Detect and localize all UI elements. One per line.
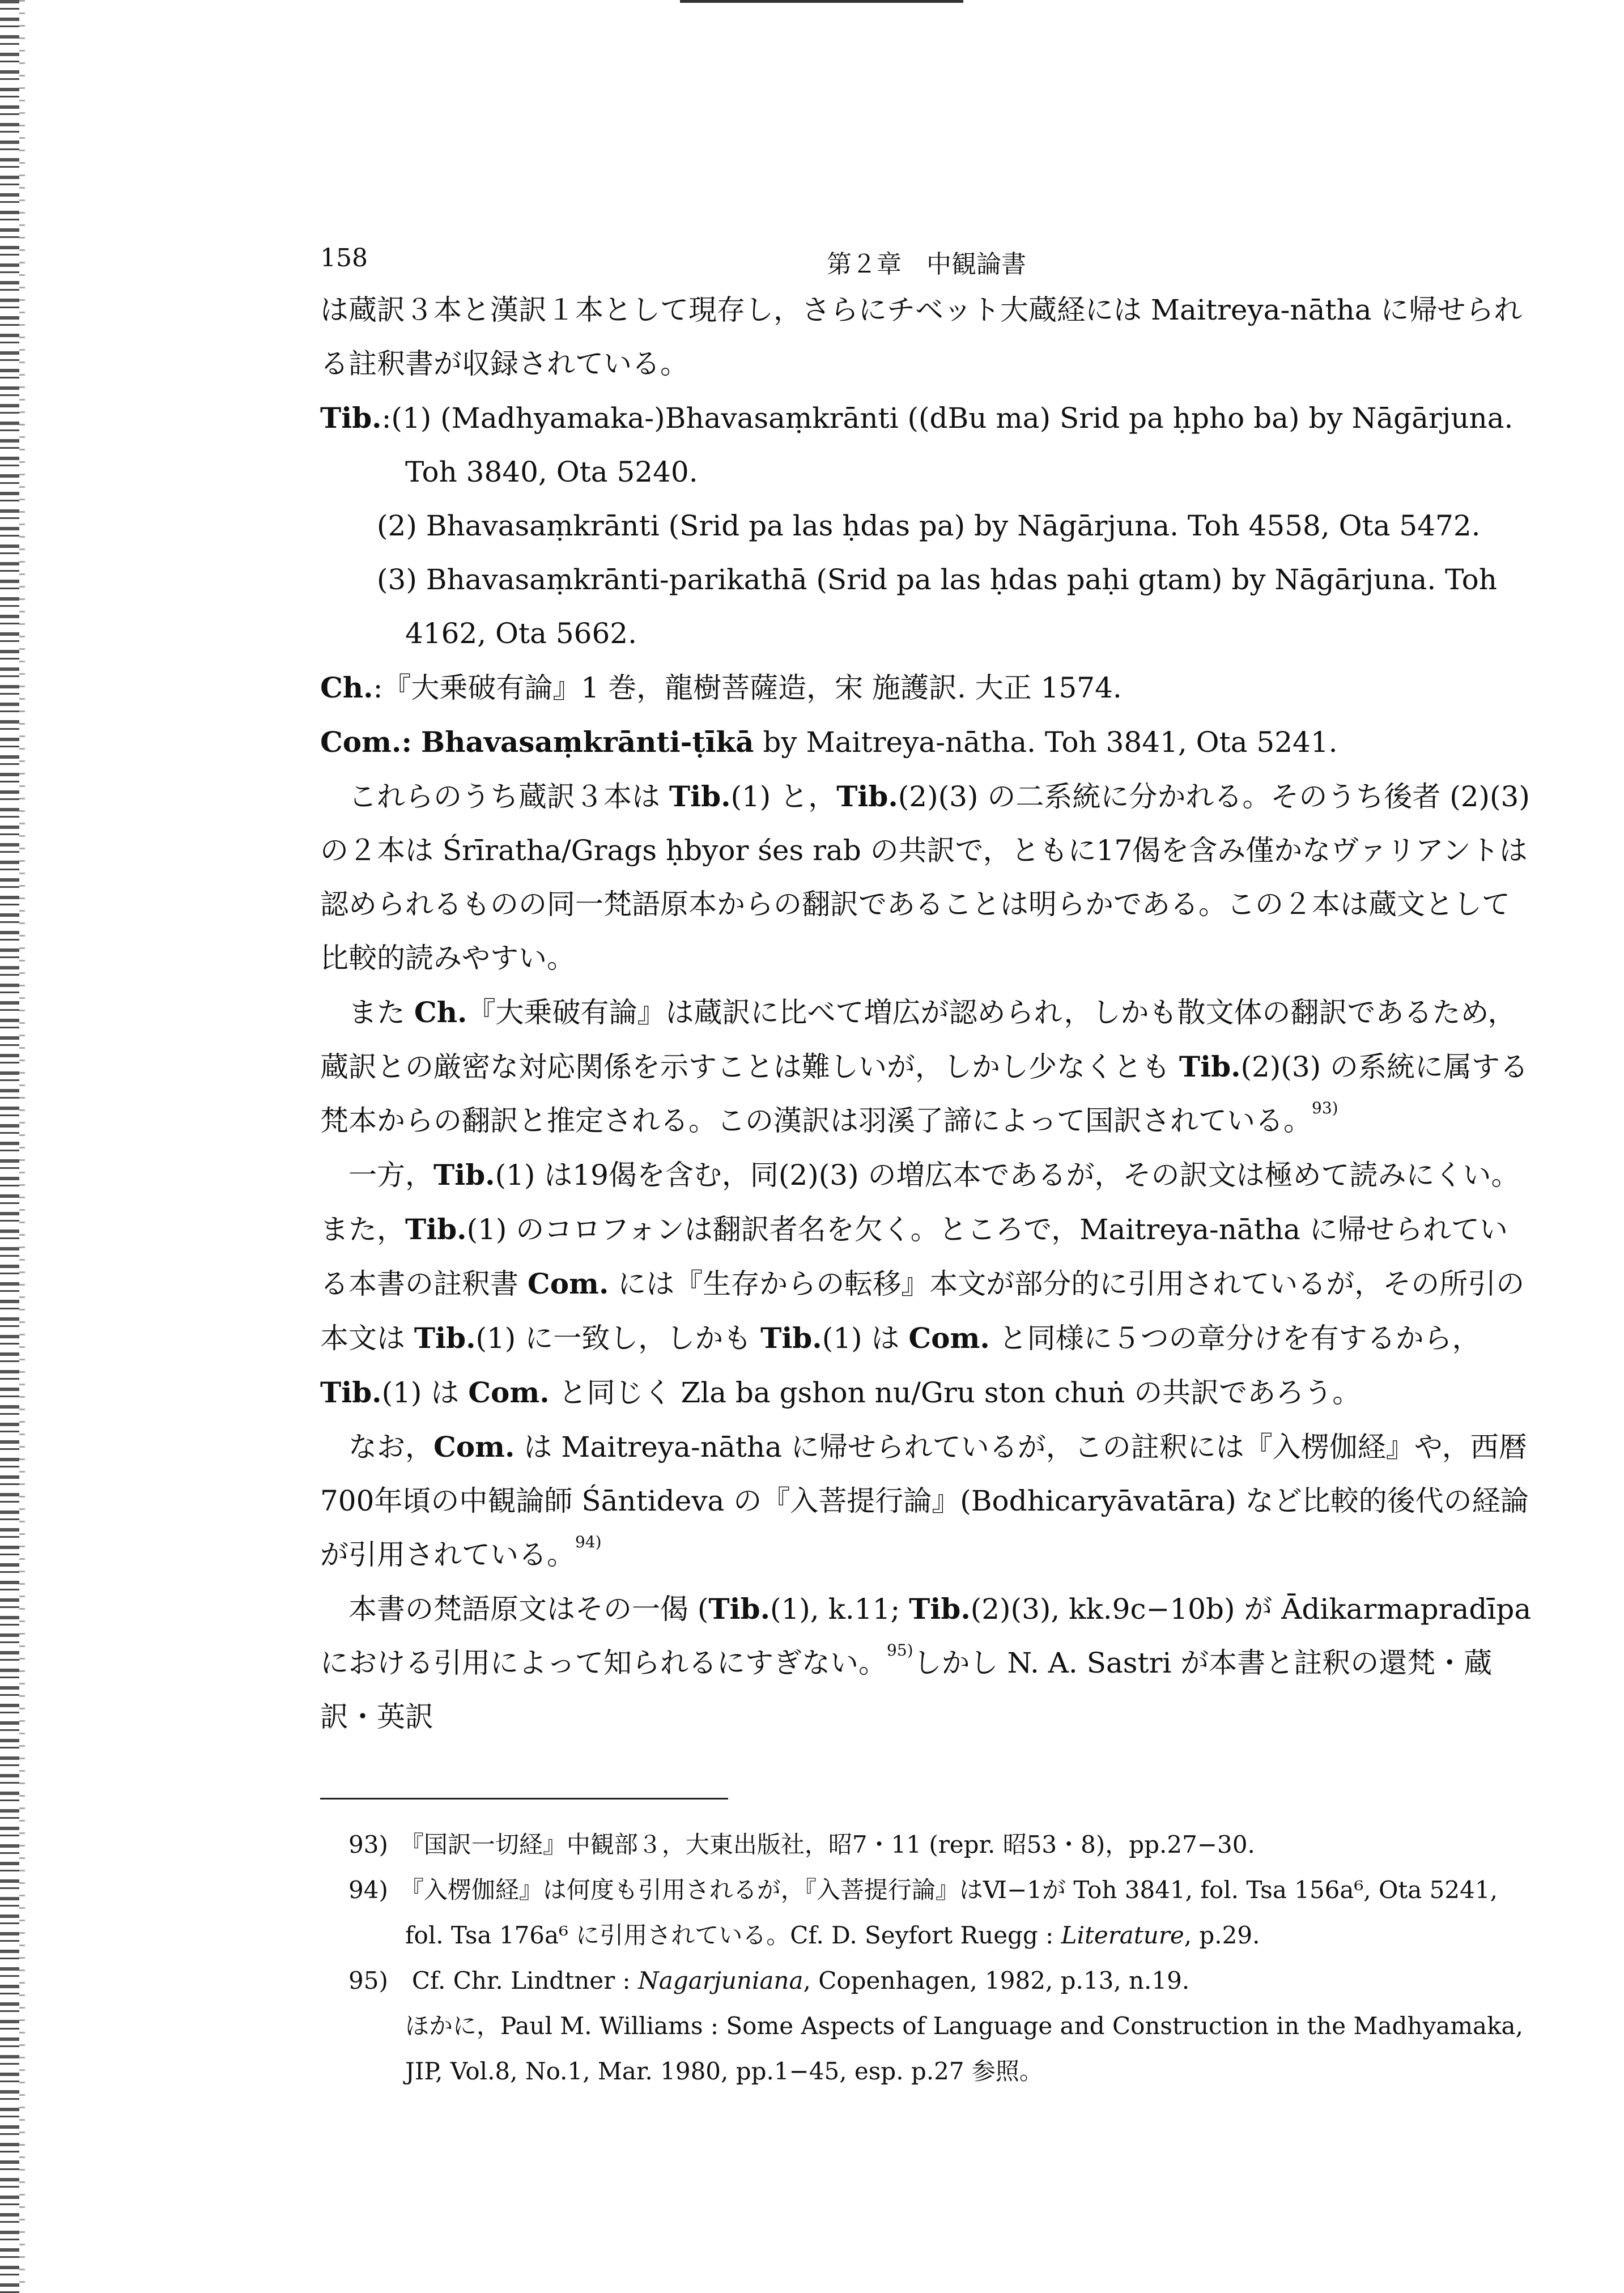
footnote-ref-93[interactable]: 93) [1312,1099,1338,1117]
p3-b7: Tib. [320,1376,382,1409]
p3-d: (1) のコロフォンは翻訳者名を欠く。ところで，Maitreya-nātha に帰せられている本書の註釈書 [320,1213,1508,1300]
p5-c: (1), k.11; [770,1593,909,1626]
tib-label: Tib. [320,401,382,435]
ch-label: Ch. [320,671,373,704]
p3-b6: Com. [908,1321,990,1355]
ch-text: :『大乗破有論』1 巻，龍樹菩薩造，宋 施護訳. 大正 1574. [373,671,1122,704]
footnote-divider [320,1798,728,1799]
p2-tib: Tib. [1179,1050,1241,1083]
paragraph-4 [320,1420,1533,1582]
p5-b1: Tib. [708,1592,770,1626]
p5-e: しかし N. A. Sastri が本書と註釈の還梵・蔵訳・英訳 [320,1647,1493,1733]
p3-f: (1) に一致し，しかも [475,1322,761,1355]
com-text: by Maitreya-nātha. Toh 3841, Ota 5241. [754,726,1338,759]
intro-text: は蔵訳３本と漢訳１本として現存し，さらにチベット大蔵経には Maitreya-nātha に帰せられる註釈書が収録されている。 [320,293,1523,380]
fn94-b: , p.29. [1184,1921,1260,1949]
p4-a: なお， [348,1431,433,1464]
fn94-a: 94) 『入楞伽経』は何度も引用されるが，『入菩提行論』はⅥ−1が Toh 3841, fol. Tsa 156a⁶, Ota 5241, fol. Tsa 176a⁶ に引用されている。Cf. D. Seyfort Ruegg : [348,1876,1498,1949]
p5-a: 本書の梵語原文はその一偈 ( [348,1593,709,1626]
footnote-95-cont: ほかに，Paul M. Williams : Some Aspects of Language and Construction in the Madhyamaka, JIP, Vol.8, No.1, Mar. 1980, pp.1−45, esp. p.27 参照。 [405,2012,1523,2085]
p3-h: と同様に５つの章分けを有するから， [989,1322,1481,1355]
p2-ch: Ch. [414,996,467,1029]
binding-shadow [19,0,25,2293]
com-entry [320,715,1533,769]
footnote-ref-95[interactable]: 95) [887,1641,913,1660]
com-title: Bhavasaṃkrānti-ṭīkā [420,725,754,759]
p3-b1: Tib. [433,1158,495,1192]
tib-item-1-text: :(1) (Madhyamaka-)Bhavasaṃkrānti ((dBu ma) Srid pa ḥpho ba) by Nāgārjuna. Toh 3840, Ota 5240. [381,402,1514,488]
p3-b2: Tib. [405,1213,467,1246]
footnote-94 [320,1867,1533,1958]
p3-j: と同じく Zla ba gshon nu/Gru ston chuṅ の共訳であろう。 [549,1376,1361,1409]
tib-item-3: (3) Bhavasaṃkrānti-parikathā (Srid pa las ḥdas paḥi gtam) by Nāgārjuna. Toh 4162, Ota 5662. [377,563,1497,650]
fn95-b: , Copenhagen, 1982, p.13, n.19. [803,1967,1190,1994]
com-label: Com.: [320,725,412,759]
p3-i: (1) は [381,1376,469,1409]
chapter-title: 第２章 中観論書 [827,250,1026,279]
tib-item-2: (2) Bhavasaṃkrānti (Srid pa las ḥdas pa) by Nāgārjuna. Toh 4558, Ota 5472. [377,509,1481,542]
tib-item-1 [320,391,1533,499]
p1-tib2: Tib. [836,780,898,813]
top-scan-line [680,0,963,3]
paragraph-3 [320,1148,1533,1420]
paragraph-2 [320,985,1533,1148]
p1-tib1: Tib. [669,780,731,813]
p3-b4: Tib. [414,1321,476,1355]
ch-entry [320,661,1533,715]
p3-g: (1) は [822,1322,909,1355]
footnote-ref-94[interactable]: 94) [575,1533,602,1551]
page-body [320,238,1533,2094]
p3-a: 一方， [348,1159,433,1192]
binding-edge [0,0,19,2293]
paragraph-1 [320,769,1533,985]
p3-b8: Com. [468,1376,550,1409]
p4-com: Com. [433,1430,515,1464]
page-header [320,238,1533,283]
page-number: 158 [320,244,368,273]
p3-e: には『生存からの転移』本文が部分的に引用されているが，その所引の本文は [320,1267,1525,1355]
paragraph-5 [320,1582,1533,1744]
p3-b5: Tib. [760,1321,822,1355]
p4-c: は Maitreya-nātha に帰せられているが，この註釈には『入楞伽経』や，西暦700年頃の中観論師 Śāntideva の『入菩提行論』(Bodhicaryāvatāra) など比較的後代の経論が引用されている。 [320,1431,1529,1571]
p5-d: (2)(3), kk.9c−10b) が Ādikarmapradīpa における引用によって知られるにすぎない。 [320,1593,1532,1679]
fn95-a: 95) Cf. Chr. Lindtner : [348,1967,639,1994]
p1-d: (2)(3) の二系統に分かれる。そのうち後者 (2)(3) の２本は Śrīratha/Grags ḥbyor śes rab の共訳で，ともに17偈を含み僅かなヴァリアントは認められるものの同一梵語原本からの翻訳であることは明らかである。この２本は蔵文として比較的読みやすい。 [320,780,1530,975]
fn94-title: Literature [1061,1921,1184,1949]
footnote-93: 93) 『国訳一切経』中観部３，大東出版社，昭7・11 (repr. 昭53・8)，pp.27−30. [348,1831,1255,1858]
p2-d: (2)(3) の系統に属する梵本からの翻訳と推定される。この漢訳は羽溪了諦によって国訳されている。 [320,1050,1529,1137]
p3-b3: Com. [527,1267,609,1300]
p1-a: これらのうち蔵訳３本は [348,780,669,813]
fn95-title: Nagarjuniana [638,1967,804,1994]
p5-b2: Tib. [909,1592,971,1626]
p2-c: 『大乗破有論』は蔵訳に比べて増広が認められ，しかも散文体の翻訳であるため，蔵訳との厳密な対応関係を示すことは難しいが，しかし少なくとも [320,996,1516,1083]
p2-a: また [348,996,414,1029]
p1-c: (1) と， [730,780,837,813]
p3-c: (1) は19偈を含む，同(2)(3) の増広本であるが，その訳文は極めて読みにくい。また， [320,1159,1520,1246]
footnote-95 [320,1958,1533,2003]
